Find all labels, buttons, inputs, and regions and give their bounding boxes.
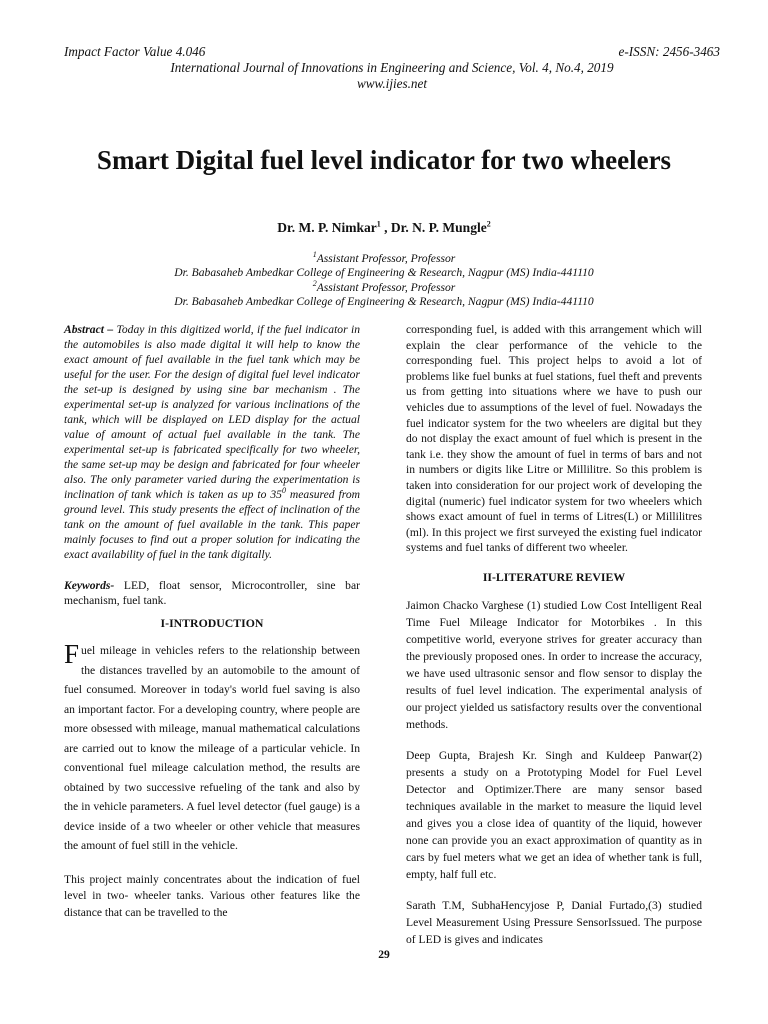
- intro-paragraph-2: This project mainly concentrates about the indication of fuel level in two- wheeler tanks. Various other features like the distance that can be travelled to the: [64, 872, 360, 919]
- author-separator: ,: [380, 220, 391, 235]
- keywords: Keywords- LED, float sensor, Microcontroller, sine bar mechanism, fuel tank.: [64, 579, 360, 607]
- author-1: Dr. M. P. Nimkar: [277, 220, 377, 235]
- affiliation-1-institution: Dr. Babasaheb Ambedkar College of Engineering & Research, Nagpur (MS) India-441110: [174, 266, 594, 280]
- journal-website: www.ijies.net: [356, 76, 428, 91]
- author-1-sup: 1: [376, 219, 381, 229]
- section-heading-introduction: I-INTRODUCTION: [160, 616, 264, 630]
- literature-paragraph-1: Jaimon Chacko Varghese (1) studied Low Cost Intelligent Real Time Fuel Mileage Indicator for Motorbikes . In this competitive world, everyone strives for greater accuracy than the previously proposed ones. In order to increase the accuracy, we have used ultrasonic sensor and flow sensor to display the results of fuel level indication. The experimental analysis of our project yielded us satisfactory results over the conventional methods.: [406, 598, 702, 731]
- abstract: Abstract – Today in this digitized world, if the fuel indicator in the automobiles is also made digital it will help to know the exact amount of fuel available in the fuel tank which may be useful for the user. For the design of digital fuel level indicator the set-up is designed by using sine bar mechanism . The experimental set-up is analyzed for various inclinations of the tank, which will be displayed on LED display for the actual value of amount of actual fuel available in the tank. The experimental set-up is fabricated specifically for two wheeler, the same set-up may be design and fabricated for four wheeler also. The only parameter varied during the experimentation is inclination of tank which is taken as up to $35^0$ measured from ground level. This study presents the effect of inclination of the tank on the amount of fuel available in the tank. This paper mainly focuses to find out a proper solution for indicating the exact availability of fuel in the tank digitally.: [64, 323, 360, 561]
- affiliation-1-role: $^1$Assistant Professor, Professor: [312, 250, 456, 265]
- intro-continuation: corresponding fuel, is added with this arrangement which will explain the clear performance of the vehicle to the corresponding fuel. This project helps to avoid a lot of problems like fuel bunks at fuel stations, fuel theft and prevents us from getting into situations where we have to push our vehicles due to assumptions of the level of fuel. Nowadays the fuel indicator system for the two wheelers are digital but they do not display the exact amount of fuel which is present in the tank i.e. they show the amount of fuel in terms of bars and not in numbers or digits like Litre or Millilitre. So this problem is taken into consideration for our project work of developing the digital (numeric) fuel indicator system for two wheelers which shows exact amount of fuel in terms of Litres(L) or Millilitres (ml). In this project we first surveyed the existing fuel indicator systems and fuel tanks of different two wheeler.: [406, 323, 702, 555]
- keywords-label: Keywords-: [64, 579, 115, 592]
- author-2-sup: 2: [486, 219, 491, 229]
- intro-paragraph: Fuel mileage in vehicles refers to the relationship between the distances travelled by an automobile to the amount of fuel consumed. Moreover in today's world fuel saving is also an important factor. For a developing country, where people are more obsessed with mileage, manual mathematical calculations are carried out to know the mileage of a particular vehicle. In conventional fuel mileage calculation method, the results are obtained by two successive refueling of the tank and also by the in vehicle parameters. A fuel level detector (fuel gauge) is a device inside of a two wheeler or other vehicle that measures the amount of fuel still in the vehicle.: [64, 639, 360, 852]
- right-column: [406, 322, 702, 948]
- page-number: 29: [378, 948, 390, 961]
- journal-name: International Journal of Innovations in Engineering and Science, Vol. 4, No.4, 2019: [170, 60, 614, 75]
- page-header: [64, 44, 720, 92]
- author-2: Dr. N. P. Mungle: [390, 220, 487, 235]
- affiliation-2-role: $^2$Assistant Professor, Professor: [312, 278, 456, 294]
- section-heading-literature: II-LITERATURE REVIEW: [482, 569, 626, 584]
- literature-paragraph-2: Deep Gupta, Brajesh Kr. Singh and Kuldeep Panwar(2) presents a study on a Prototyping Model for Fuel Level Detector and Optimizer.There are many sensor based techniques available in the market to measure the liquid level and gives you a close idea of quantity of the liquid, however none can provide you an exact approximation of quantity as in cars by fuel meters what we get an idea of whether tank is full, empty, half full etc.: [406, 748, 702, 881]
- affiliations: [0, 252, 768, 310]
- impact-factor: Impact Factor Value 4.046: [64, 44, 206, 59]
- issn: e-ISSN: 2456-3463: [618, 44, 720, 59]
- dropcap: F: [64, 639, 80, 669]
- abstract-label: Abstract –: [64, 323, 114, 336]
- affiliation-2-institution: Dr. Babasaheb Ambedkar College of Engineering & Research, Nagpur (MS) India-441110: [174, 295, 594, 309]
- left-column: [64, 322, 360, 921]
- authors: [0, 220, 768, 236]
- literature-paragraph-3: Sarath T.M, SubhaHencyjose P, Danial Furtado,(3) studied Level Measurement Using Pressure SensorIssued. The purpose of LED is gives and indicates: [406, 898, 702, 946]
- paper-title: Smart Digital fuel level indicator for two wheelers: [96, 145, 672, 175]
